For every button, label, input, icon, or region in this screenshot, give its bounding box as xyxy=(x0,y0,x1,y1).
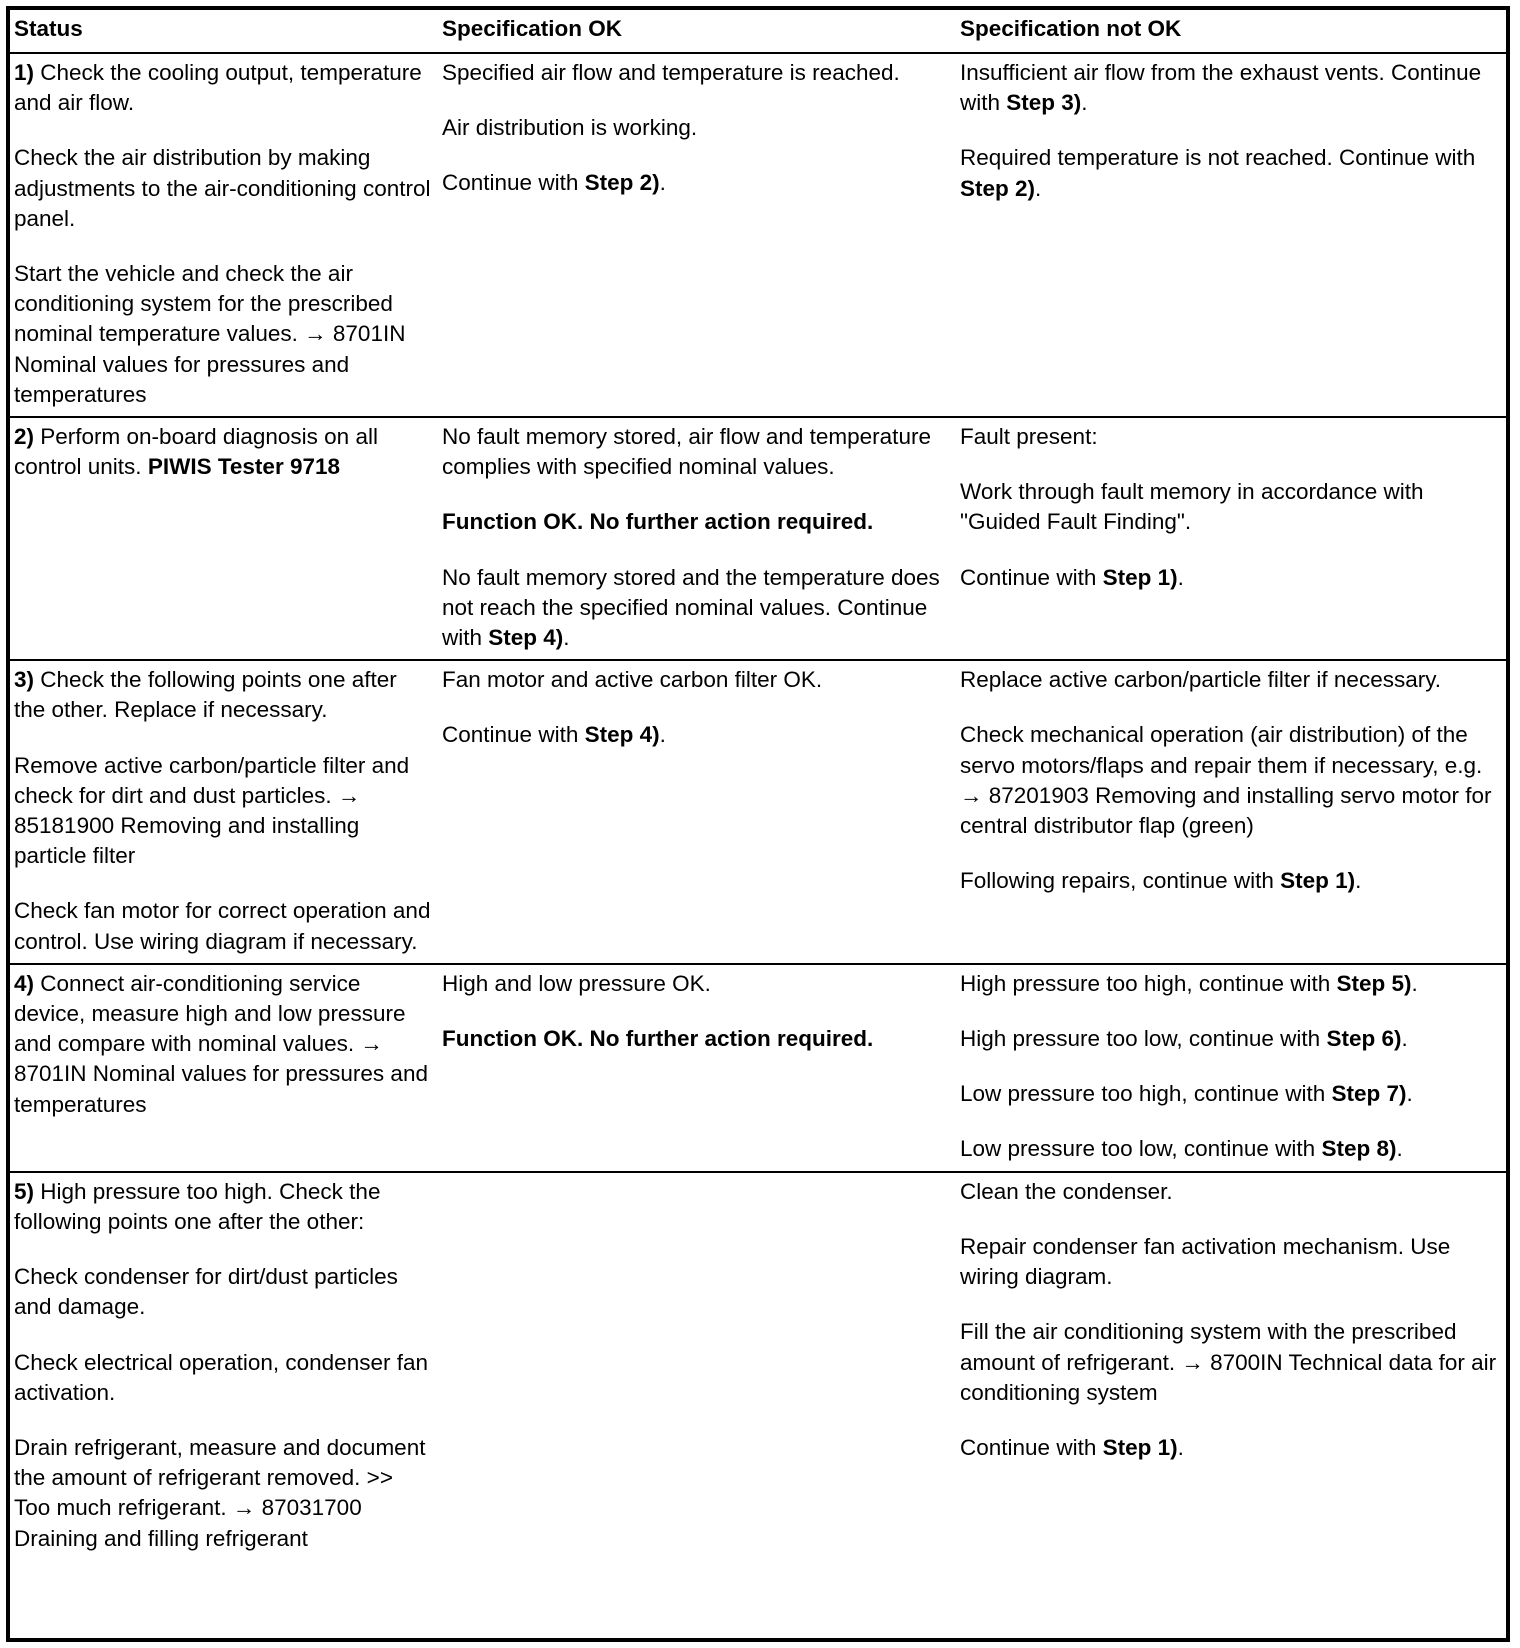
cell-paragraph xyxy=(960,58,1502,118)
cell-paragraph xyxy=(960,720,1502,841)
step-reference: Step 1) xyxy=(1102,564,1178,590)
paragraph-text: Check the cooling output, temperature and air flow. xyxy=(14,60,422,116)
step-reference: Step 7) xyxy=(1331,1081,1407,1107)
cell-paragraph xyxy=(14,665,434,725)
table-row xyxy=(10,964,1506,1172)
paragraph-text: Low pressure too high, continue with xyxy=(960,1081,1332,1107)
paragraph-text: Fan motor and active carbon filter OK. xyxy=(442,667,823,693)
paragraph-text: Clean the condenser. xyxy=(960,1178,1173,1204)
paragraph-suffix: . xyxy=(1177,1434,1184,1460)
paragraph-text: Drain refrigerant, measure and document the amount of refrigerant removed. >> Too much refrigerant. → 87031700 Draining and filling refrigerant xyxy=(14,1434,426,1551)
paragraph-text: No fault memory stored and the temperature does not reach the specified nominal values. Continue with xyxy=(442,564,940,651)
cell-paragraph xyxy=(14,58,434,118)
spec-ok-cell xyxy=(438,417,956,660)
paragraph-text: Continue with xyxy=(960,1434,1103,1460)
paragraph-text: High pressure too high. Check the following points one after the other: xyxy=(14,1178,381,1234)
paragraph-text: Check the following points one after the other. Replace if necessary. xyxy=(14,667,397,723)
paragraph-suffix: . xyxy=(1401,1026,1408,1052)
paragraph-suffix: . xyxy=(1396,1136,1403,1162)
cell-paragraph xyxy=(442,507,952,537)
cell-paragraph xyxy=(960,1317,1502,1408)
step-reference: Step 6) xyxy=(1326,1026,1402,1052)
paragraph-text: No fault memory stored, air flow and temperature complies with specified nominal values. xyxy=(442,424,931,480)
cell-paragraph xyxy=(442,563,952,654)
paragraph-text: Following repairs, continue with xyxy=(960,868,1281,894)
cell-paragraph xyxy=(442,1024,952,1054)
spec-ok-cell xyxy=(438,964,956,1172)
paragraph-text: Specified air flow and temperature is reached. xyxy=(442,60,900,85)
header-spec-not-ok: Specification not OK xyxy=(960,16,1182,41)
status-cell xyxy=(10,660,438,964)
step-reference: Step 1) xyxy=(1280,868,1356,894)
cell-paragraph xyxy=(960,969,1502,999)
spec-not-ok-cell xyxy=(956,417,1506,660)
step-number: 1) xyxy=(14,60,35,85)
paragraph-text: Fill the air conditioning system with the prescribed amount of refrigerant. → 8700IN Technical data for air conditioning system xyxy=(960,1319,1497,1405)
status-cell xyxy=(10,53,438,417)
bold-note: Function OK. No further action required. xyxy=(442,1026,874,1052)
paragraph-text: Low pressure too low, continue with xyxy=(960,1136,1322,1162)
paragraph-text: Insufficient air flow from the exhaust vents. Continue with xyxy=(960,60,1482,116)
step-reference: Step 2) xyxy=(584,170,660,196)
cell-paragraph xyxy=(960,1232,1502,1292)
step-number: 5) xyxy=(14,1178,35,1204)
cell-paragraph xyxy=(442,113,952,143)
paragraph-suffix: . xyxy=(1355,868,1362,894)
cell-paragraph xyxy=(960,866,1502,896)
step-number: 4) xyxy=(14,970,35,996)
paragraph-suffix: . xyxy=(1035,175,1042,201)
cell-paragraph xyxy=(960,563,1502,593)
spec-ok-cell xyxy=(438,53,956,417)
paragraph-text: High pressure too low, continue with xyxy=(960,1026,1327,1052)
paragraph-suffix: . xyxy=(563,625,570,651)
document-frame xyxy=(6,6,1510,1642)
paragraph-text: Remove active carbon/particle filter and check for dirt and dust particles. → 85181900 Removing and installing particle filter xyxy=(14,752,410,869)
bold-note: Function OK. No further action required. xyxy=(442,509,874,535)
step-reference: Step 4) xyxy=(584,722,660,748)
paragraph-text: Check fan motor for correct operation and control. Use wiring diagram if necessary. xyxy=(14,898,431,954)
paragraph-suffix: . xyxy=(1081,90,1088,116)
header-status: Status xyxy=(14,16,83,41)
step-reference: Step 8) xyxy=(1321,1136,1397,1162)
cell-paragraph xyxy=(960,1079,1502,1109)
table-row xyxy=(10,660,1506,964)
cell-paragraph xyxy=(960,422,1502,452)
cell-paragraph xyxy=(442,665,952,695)
spec-not-ok-cell xyxy=(956,1172,1506,1560)
step-reference: Step 3) xyxy=(1006,90,1082,116)
cell-paragraph xyxy=(14,259,434,410)
spec-not-ok-cell xyxy=(956,964,1506,1172)
spec-ok-cell xyxy=(438,660,956,964)
status-cell xyxy=(10,964,438,1172)
cell-paragraph xyxy=(960,477,1502,537)
status-cell xyxy=(10,417,438,660)
step-reference: Step 4) xyxy=(488,625,564,651)
cell-paragraph xyxy=(960,143,1502,203)
cell-paragraph xyxy=(14,896,434,956)
step-reference: Step 1) xyxy=(1102,1434,1178,1460)
cell-paragraph xyxy=(960,1024,1502,1054)
table-row xyxy=(10,1172,1506,1560)
paragraph-text: Connect air-conditioning service device, measure high and low pressure and compare with nominal values. → 8701IN Nominal values for pressures and temperatures xyxy=(14,970,428,1117)
table-row xyxy=(10,53,1506,417)
cell-paragraph xyxy=(14,1177,434,1237)
paragraph-text: Repair condenser fan activation mechanism. Use wiring diagram. xyxy=(960,1233,1451,1290)
table-row xyxy=(10,417,1506,660)
paragraph-text: Work through fault memory in accordance with "Guided Fault Finding". xyxy=(960,479,1424,535)
paragraph-text: Start the vehicle and check the air conditioning system for the prescribed nominal temperature values. → 8701IN Nominal values for pressures and temperatures xyxy=(14,261,406,407)
paragraph-text: Check mechanical operation (air distribution) of the servo motors/flaps and repair them if necessary, e.g. → 87201903 Removing and installing servo motor for central distributor flap (green) xyxy=(960,722,1492,839)
paragraph-text: Required temperature is not reached. Continue with xyxy=(960,145,1476,171)
cell-paragraph xyxy=(960,1134,1502,1164)
paragraph-text: Continue with xyxy=(442,722,585,748)
paragraph-text: High and low pressure OK. xyxy=(442,970,711,996)
step-reference: PIWIS Tester 9718 xyxy=(147,454,341,480)
cell-paragraph xyxy=(960,1177,1502,1207)
paragraph-suffix: . xyxy=(1177,564,1184,590)
cell-paragraph xyxy=(442,168,952,198)
paragraph-text: Check the air distribution by making adjustments to the air-conditioning control panel. xyxy=(14,145,431,231)
cell-paragraph xyxy=(960,1433,1502,1463)
cell-paragraph xyxy=(14,1348,434,1408)
spec-not-ok-cell xyxy=(956,660,1506,964)
cell-paragraph xyxy=(442,422,952,482)
cell-paragraph xyxy=(960,665,1502,695)
cell-paragraph xyxy=(14,1262,434,1322)
step-number: 3) xyxy=(14,667,35,693)
cell-paragraph xyxy=(14,1433,434,1554)
paragraph-suffix: . xyxy=(659,722,666,748)
paragraph-suffix: . xyxy=(659,170,666,196)
paragraph-text: Fault present: xyxy=(960,424,1098,450)
spec-not-ok-cell xyxy=(956,53,1506,417)
diagnosis-table xyxy=(10,10,1506,1560)
paragraph-text: High pressure too high, continue with xyxy=(960,970,1337,996)
cell-paragraph xyxy=(442,58,952,88)
cell-paragraph xyxy=(14,751,434,872)
step-reference: Step 2) xyxy=(960,175,1036,201)
table-header-row xyxy=(10,10,1506,53)
paragraph-text: Continue with xyxy=(442,170,585,196)
cell-paragraph xyxy=(442,720,952,750)
paragraph-text: Perform on-board diagnosis on all control units. xyxy=(14,424,378,480)
cell-paragraph xyxy=(14,143,434,234)
spec-ok-cell xyxy=(438,1172,956,1560)
cell-paragraph xyxy=(442,969,952,999)
paragraph-text: Air distribution is working. xyxy=(442,115,698,141)
cell-paragraph xyxy=(14,422,434,482)
step-number: 2) xyxy=(14,424,35,450)
cell-paragraph xyxy=(14,969,434,1120)
step-reference: Step 5) xyxy=(1336,970,1412,996)
paragraph-suffix: . xyxy=(1406,1081,1413,1107)
paragraph-text: Continue with xyxy=(960,564,1103,590)
status-cell xyxy=(10,1172,438,1560)
table-body xyxy=(10,53,1506,1560)
paragraph-text: Check electrical operation, condenser fan activation. xyxy=(14,1349,428,1405)
paragraph-text: Replace active carbon/particle filter if necessary. xyxy=(960,667,1442,693)
paragraph-suffix: . xyxy=(1411,970,1418,996)
header-spec-ok: Specification OK xyxy=(442,16,623,41)
paragraph-text: Check condenser for dirt/dust particles and damage. xyxy=(14,1264,398,1320)
